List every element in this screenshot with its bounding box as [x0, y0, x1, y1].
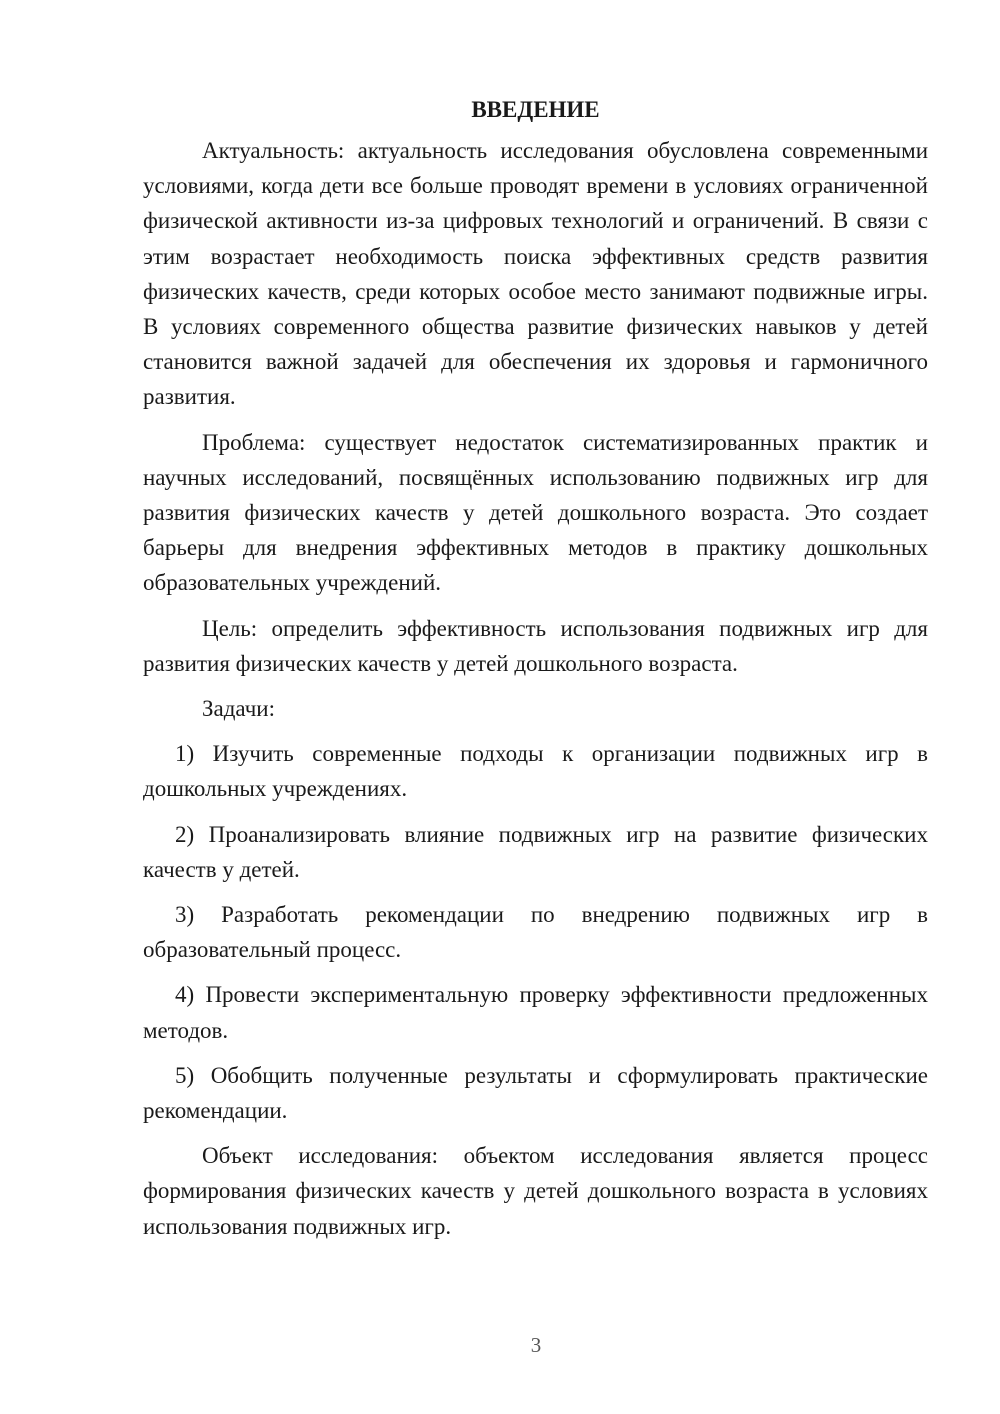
- problem-paragraph: Проблема: существует недостаток систематизированных практик и научных исследований, посвящённых использованию подвижных игр для развития физических качеств у детей дошкольного возраста. Это создает барьеры для внедрения эффективных методов в практику дошкольных образовательных учреждений.: [143, 429, 928, 596]
- relevance-paragraph: Актуальность: актуальность исследования обусловлена современными условиями, когда дети все больше проводят времени в условиях ограниченной физической активности из-за цифровых технологий и ограничений. В связи с этим возрастает необходимость поиска эффективных средств развития физических качеств, среди которых особое место занимают подвижные игры. В условиях современного общества развитие физических навыков у детей становится важной задачей для обеспечения их здоровья и гармоничного развития.: [143, 138, 928, 410]
- task-item: 1) Изучить современные подходы к организации подвижных игр в дошкольных учреждениях.: [143, 741, 928, 802]
- page-content: [143, 92, 928, 1244]
- task-item: 3) Разработать рекомендации по внедрению подвижных игр в образовательный процесс.: [143, 902, 928, 963]
- task-item: 2) Проанализировать влияние подвижных игр на развитие физических качеств у детей.: [143, 821, 928, 882]
- object-paragraph: Объект исследования: объектом исследования является процесс формирования физических качеств у детей дошкольного возраста в условиях использования подвижных игр.: [143, 1143, 928, 1239]
- tasks-list: [143, 736, 928, 1128]
- tasks-heading: Задачи:: [202, 696, 275, 722]
- section-title: ВВЕДЕНИЕ: [471, 97, 600, 122]
- task-item: 4) Провести экспериментальную проверку эффективности предложенных методов.: [143, 982, 928, 1043]
- page-number: 3: [530, 1333, 542, 1357]
- task-item: 5) Обобщить полученные результаты и сформулировать практические рекомендации.: [143, 1062, 928, 1124]
- goal-paragraph: Цель: определить эффективность использования подвижных игр для развития физических качеств у детей дошкольного возраста.: [143, 615, 928, 676]
